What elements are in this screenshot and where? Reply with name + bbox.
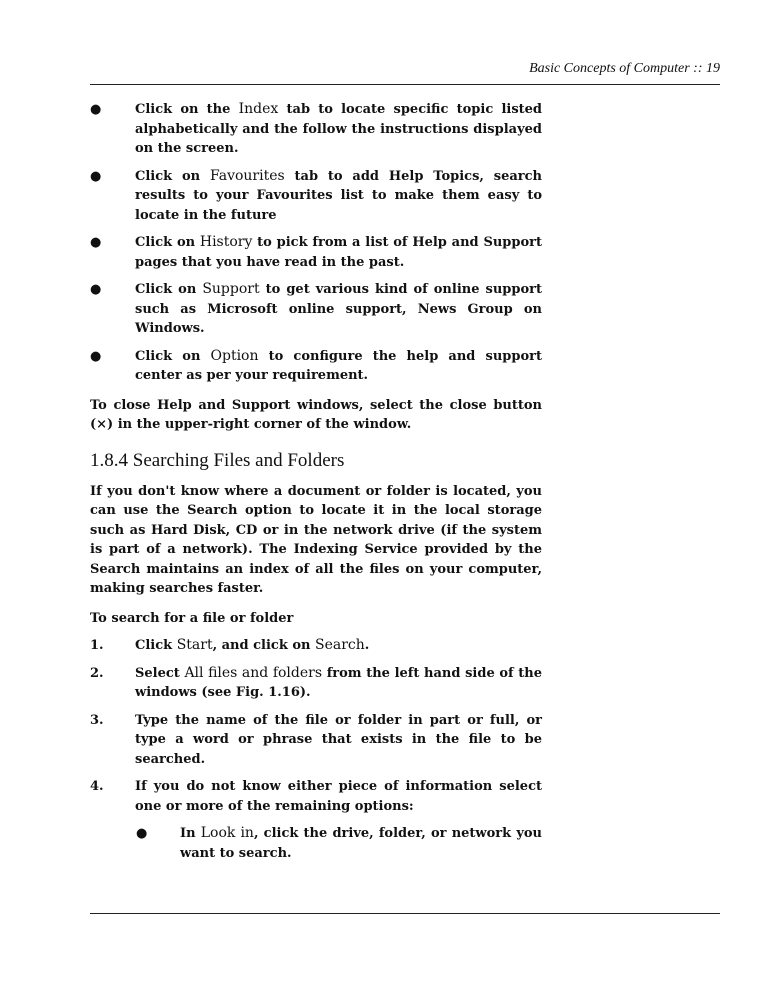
subheading: To search for a file or folder — [90, 610, 294, 626]
text: Click on — [135, 235, 200, 250]
text: tab to add Help Topics, search results to your Favourites list to make them easy to locate in the future — [135, 168, 543, 223]
step-number: 1. — [90, 638, 104, 653]
keyword: Start — [176, 637, 213, 653]
running-head: Basic Concepts of Computer :: 19 — [529, 61, 720, 76]
keyword: Support — [202, 281, 260, 297]
bullet-icon: ● — [90, 282, 102, 297]
header-rule — [90, 84, 720, 85]
page-body — [90, 100, 542, 863]
text: from the left hand side of the windows (see Fig. 1.16). — [135, 665, 542, 700]
keyword: Look in — [200, 825, 254, 841]
keyword: Favourites — [209, 167, 285, 184]
bullet-icon: ● — [90, 168, 102, 184]
text: Select — [135, 665, 185, 681]
text: . — [364, 638, 370, 653]
bullet-icon: ● — [90, 348, 102, 364]
keyword: Search — [315, 637, 365, 653]
text: to get various kind of online support such as Microsoft online support, News Group on Windows. — [135, 282, 542, 336]
list-item — [90, 777, 542, 816]
text: Click on — [135, 168, 210, 184]
footer-rule — [90, 913, 720, 914]
text: , click the drive, folder, or network you want to search. — [180, 826, 542, 861]
list-item — [90, 711, 542, 770]
text: If you do not know either piece of information select one or more of the remaining options: — [135, 779, 542, 814]
text: Click on — [135, 282, 203, 297]
text: , and click on — [212, 638, 316, 653]
list-item — [90, 347, 542, 386]
step-number: 3. — [90, 712, 104, 728]
bullet-icon: ● — [136, 826, 148, 841]
bullet-icon: ● — [90, 235, 102, 250]
text: Click on the — [135, 102, 239, 117]
text: to configure the help and support center as per your requirement. — [135, 348, 542, 383]
text: Click on — [135, 348, 211, 364]
keyword: All files and folders — [184, 664, 323, 681]
section-heading: 1.8.4 Searching Files and Folders — [90, 449, 345, 471]
step-number: 4. — [90, 779, 104, 794]
list-item — [90, 233, 542, 272]
intro-paragraph: If you don't know where a document or folder is located, you can use the Search option to locate it in the local storage such as Hard Disk, CD or in the network drive (if the system is part of a network). The Indexing Service provided by the Search maintains an index of all the files on your computer, making searches faster. — [90, 483, 542, 596]
keyword: Option — [210, 347, 259, 364]
text: tab to locate specific topic listed alphabetically and the follow the instructions displayed on the screen. — [135, 102, 543, 156]
list-item — [90, 100, 542, 159]
list-item — [90, 664, 542, 703]
text: to pick from a list of Help and Support pages that you have read in the past. — [135, 235, 542, 270]
keyword: Index — [238, 101, 279, 117]
text: Type the name of the file or folder in part or full, or type a word or phrase that exists in the file to be searched. — [135, 712, 542, 767]
bullet-icon: ● — [90, 102, 102, 117]
close-paragraph: To close Help and Support windows, select the close button (×) in the upper-right corner of the window. — [90, 397, 542, 432]
text: Click — [135, 638, 177, 653]
keyword: History — [199, 234, 253, 250]
list-item — [90, 167, 542, 226]
list-item — [90, 824, 542, 863]
step-number: 2. — [90, 665, 104, 681]
text: In — [180, 826, 201, 841]
list-item — [90, 280, 542, 339]
list-item — [90, 636, 542, 656]
